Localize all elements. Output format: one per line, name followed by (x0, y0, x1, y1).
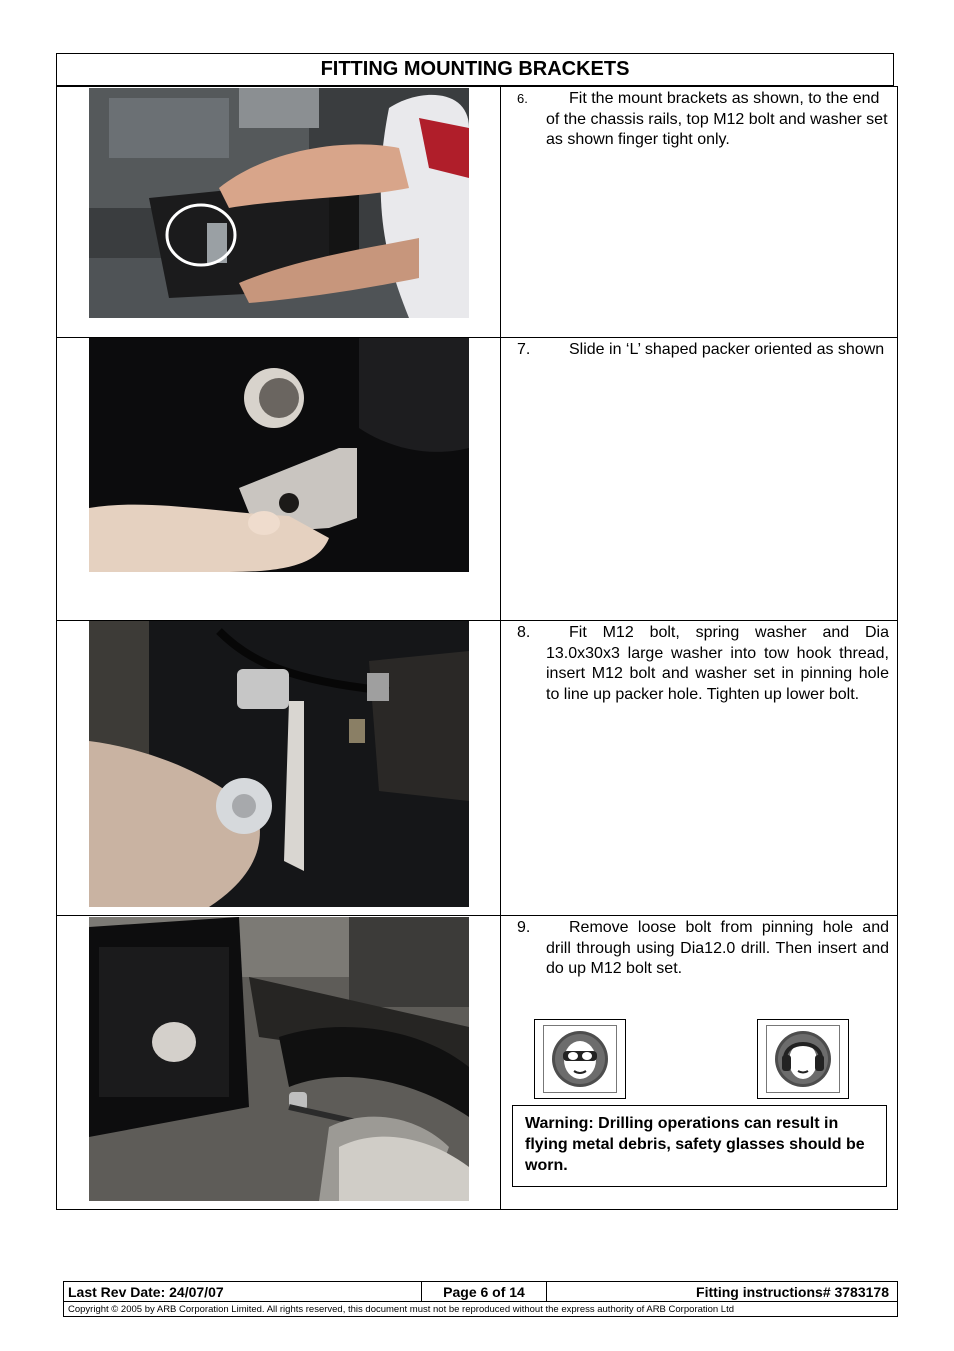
photo-fitting-bracket (89, 88, 469, 318)
page-number: Page 6 of 14 (422, 1282, 547, 1301)
step-number: 6. (517, 91, 528, 106)
step-text: Fit the mount brackets as shown, to the end of the chassis rails, top M12 bolt and washer set as shown finger tight only. (546, 90, 888, 148)
step-text: Slide in ‘L’ shaped packer oriented as shown (569, 341, 885, 358)
step-row-7 (57, 338, 897, 621)
instructions-table (56, 86, 898, 1210)
photo-fitting-bolt (89, 621, 469, 907)
step-row-6 (57, 87, 897, 338)
step-row-8 (57, 621, 897, 916)
step-number: 8. (517, 624, 531, 641)
step-8 (517, 623, 889, 705)
photo-drilling (89, 917, 469, 1201)
fitting-instructions-number: Fitting instructions# 3783178 (696, 1283, 889, 1300)
safety-glasses-icon (534, 1019, 626, 1099)
page-title: FITTING MOUNTING BRACKETS (56, 53, 894, 86)
step-number: 7. (517, 341, 531, 358)
page-footer (63, 1281, 898, 1317)
ear-protection-icon (757, 1019, 849, 1099)
drilling-warning: Warning: Drilling operations can result in flying metal debris, safety glasses should be worn. (512, 1105, 887, 1187)
step-6 (517, 89, 889, 151)
step-text: Remove loose bolt from pinning hole and drill through using Dia12.0 drill. Then insert and do up M12 bolt set. (546, 919, 889, 977)
step-number: 9. (517, 919, 531, 936)
last-rev-date: Last Rev Date: 24/07/07 (64, 1282, 422, 1301)
step-text: Fit M12 bolt, spring washer and Dia 13.0x30x3 large washer into tow hook thread, insert M12 bolt and washer set in pinning hole to line up packer hole. Tighten up lower bolt. (546, 624, 889, 703)
photo-l-packer (89, 338, 469, 572)
copyright-notice: Copyright © 2005 by ARB Corporation Limited. All rights reserved, this document must not be reproduced without the express authority of ARB Corporation Ltd (68, 1303, 735, 1315)
step-7 (517, 340, 889, 361)
step-row-9 (57, 916, 897, 1210)
step-9 (517, 918, 889, 980)
